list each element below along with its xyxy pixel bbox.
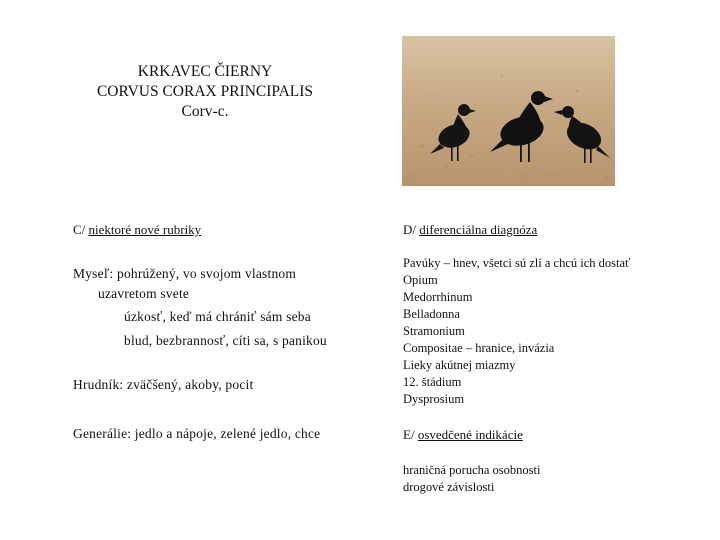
mysel-text: : pohrúžený, vo svojom vlastnom bbox=[109, 266, 297, 281]
section-c-title: niektoré nové rubriky bbox=[88, 222, 202, 237]
title-line-3: Corv-c. bbox=[181, 103, 229, 120]
line-blud: blud, bezbrannosť, cíti sa, s panikou bbox=[124, 333, 327, 348]
list-item: Lieky akútnej miazmy bbox=[403, 358, 516, 372]
section-c-prefix: C/ bbox=[73, 222, 86, 237]
generalie-text: : jedlo a nápoje, zelené jedlo, chce bbox=[127, 426, 321, 441]
section-e-title: osvedčené indikácie bbox=[417, 427, 523, 442]
list-item: Dysprosium bbox=[403, 392, 465, 406]
list-item: Opium bbox=[403, 273, 438, 287]
mysel-continuation: uzavretom svete bbox=[98, 286, 190, 301]
list-item: Pavúky – hnev, všetci sú zlí a chcú ich dostať bbox=[403, 256, 631, 270]
mysel-label: Myseľ bbox=[73, 266, 110, 281]
generalie-label: Generálie bbox=[73, 426, 128, 441]
mysel-line bbox=[73, 266, 296, 282]
differential-list bbox=[403, 255, 630, 408]
generalie-line bbox=[73, 426, 320, 442]
section-d-prefix: D/ bbox=[403, 222, 416, 237]
section-e-prefix: E/ bbox=[403, 427, 415, 442]
list-item: Compositae – hranice, invázia bbox=[403, 341, 555, 355]
title-line-2: CORVUS CORAX PRINCIPALIS bbox=[96, 83, 314, 100]
section-c-heading bbox=[73, 222, 201, 238]
ravens-photo bbox=[402, 36, 615, 186]
list-item: hraničná porucha osobnosti bbox=[403, 463, 541, 477]
hrudnik-text: : zväčšený, akoby, pocit bbox=[119, 377, 254, 392]
list-item: 12. štádium bbox=[403, 375, 462, 389]
list-item: Stramonium bbox=[403, 324, 465, 338]
section-d-title: diferenciálna diagnóza bbox=[419, 222, 538, 237]
list-item: drogové závislosti bbox=[403, 480, 495, 494]
hrudnik-line bbox=[73, 377, 253, 393]
list-item: Medorrhinum bbox=[403, 290, 473, 304]
line-uzkost: úzkosť, keď má chrániť sám seba bbox=[124, 309, 311, 324]
ravens-icon bbox=[402, 36, 615, 186]
section-e-heading bbox=[403, 427, 523, 443]
hrudnik-label: Hrudník bbox=[73, 377, 120, 392]
list-item: Belladonna bbox=[403, 307, 460, 321]
title-line-1: KRKAVEC ČIERNY bbox=[137, 63, 273, 80]
section-d-heading bbox=[403, 222, 537, 238]
indications-list bbox=[403, 462, 540, 496]
page-title bbox=[60, 62, 350, 122]
